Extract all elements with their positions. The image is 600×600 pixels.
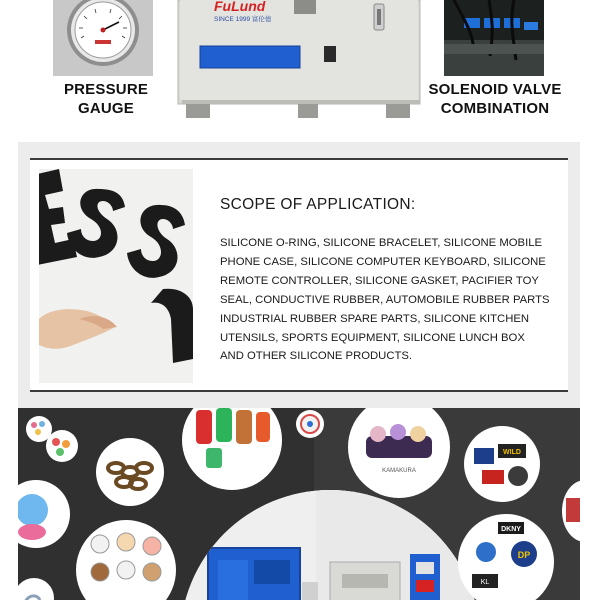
scope-card [30, 158, 568, 392]
solenoid-valve-image [444, 0, 544, 76]
silicone-products-collage [18, 408, 580, 600]
scope-line: SILICONE O-RING, SILICONE BRACELET, SILICONE MOBILE [220, 237, 543, 249]
silicone-letters-image [39, 169, 193, 383]
keychain-label: KAMAKURA [382, 468, 416, 474]
scope-line: REMOTE CONTROLLER, SILICONE GASKET, PACIFIER TOY [220, 274, 539, 287]
silicone-sticker-circle [296, 410, 324, 438]
solenoid-valve-caption-line2: COMBINATION [440, 100, 550, 117]
scope-line: SEAL, CONDUCTIVE RUBBER, AUTOMOBILE RUBBER PARTS [220, 293, 550, 306]
pressure-gauge-image [53, 0, 153, 76]
silicone-edge-circle [562, 480, 580, 542]
scope-line: UTENSILS, SPORTS EQUIPMENT, SILICONE LUNCH BOX [220, 331, 525, 344]
scope-description [220, 234, 560, 366]
scope-title: SCOPE OF APPLICATION: [220, 196, 416, 213]
machine-control-cabinet-image [174, 0, 424, 122]
silicone-dots-circle [46, 430, 78, 462]
silicone-patches-circle [464, 426, 540, 502]
patch-label-kl: KL [480, 579, 490, 586]
machine-brand-tagline: SINCE 1999 富伦德 [214, 16, 272, 23]
solenoid-valve-caption-line1: SOLENOID VALVE [428, 81, 562, 98]
patch-label-dkny: DKNY [501, 526, 521, 533]
silicone-chain-circle [96, 438, 164, 506]
pressure-gauge-caption-line2: GAUGE [77, 100, 134, 117]
patch-label-wild: WILD [503, 449, 521, 456]
silicone-keychains-circle [348, 408, 450, 498]
pressure-gauge-caption-line1: PRESSURE [63, 81, 149, 98]
patch-label-dp: DP [517, 550, 531, 560]
scope-line: AND OTHER SILICONE PRODUCTS. [220, 350, 413, 363]
scope-line: PHONE CASE, SILICONE COMPUTER KEYBOARD, SILICONE [220, 255, 546, 268]
machine-brand-logo: FuLund [214, 0, 266, 14]
scope-line: INDUSTRIAL RUBBER SPARE PARTS, SILICONE KITCHEN [220, 312, 530, 325]
product-parts-band [0, 0, 600, 140]
scope-of-application-section [18, 142, 580, 408]
silicone-labels-circle [458, 514, 554, 600]
